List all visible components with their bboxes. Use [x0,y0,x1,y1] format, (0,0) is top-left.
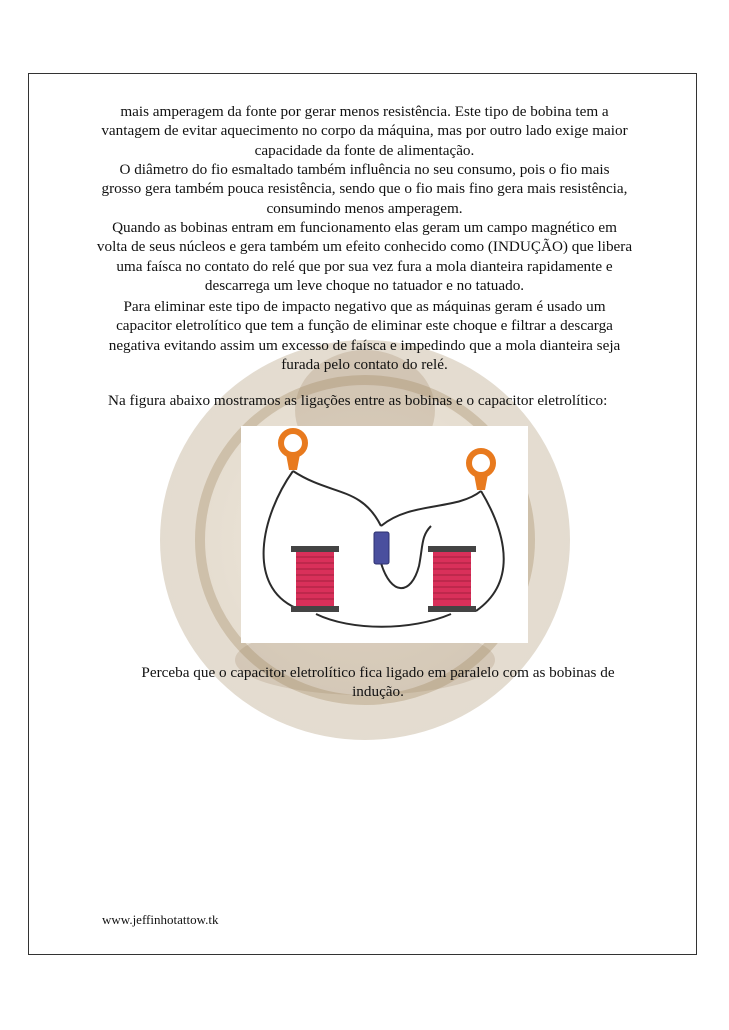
figure-caption-line-1: Perceba que o capacitor eletrolítico fica ligado em paralelo com as bobinas de [141,664,615,681]
paragraph-3-line-1: Quando as bobinas entram em funcionamento elas geram um campo magnético em [112,219,617,236]
paragraph-4-line-2: capacitor eletrolítico que tem a função de eliminar este choque e filtrar a descarga [116,317,613,335]
figure-caption [108,663,648,701]
paragraph-1 [62,102,667,160]
paragraph-3-line-2: volta de seus núcleos e gera também um efeito conhecido como (INDUÇÃO) que libera [96,238,633,256]
paragraph-1-line-1: mais amperagem da fonte por gerar menos resistência. Este tipo de bobina tem a [120,103,609,120]
paragraph-4-line-1: Para eliminar este tipo de impacto negativo que as máquinas geram é usado um [123,298,606,315]
paragraph-1-line-3: capacidade da fonte de alimentação. [254,141,475,159]
capacitor [374,532,389,564]
figure-caption-line-2: indução. [352,683,404,700]
paragraph-2-line-1: O diâmetro do fio esmaltado também influência no seu consumo, pois o fio mais [119,161,610,178]
paragraph-2-line-3: consumindo menos amperagem. [266,199,463,217]
paragraph-3-line-4: descarrega um leve choque no tatuador e no tatuado. [204,276,525,294]
footer-website: www.jeffinhotattow.tk [102,912,219,927]
paragraph-2-line-2: grosso gera também pouca resistência, sendo que o fio mais fino gera mais resistência, [101,180,628,198]
right-coil [428,546,476,612]
paragraph-4 [62,297,667,374]
paragraph-1-line-2: vantagem de evitar aquecimento no corpo da máquina, mas por outro lado exige maior [101,122,628,140]
left-coil [291,546,339,612]
paragraph-4-line-4: furada pelo contato do relé. [281,355,448,373]
paragraph-3 [62,218,667,295]
coil-capacitor-diagram [241,426,528,643]
paragraph-2 [62,160,667,218]
paragraph-4-line-3: negativa evitando assim um excesso de faísca e impedindo que a mola dianteira seja [108,336,621,354]
figure-intro: Na figura abaixo mostramos as ligações entre as bobinas e o capacitor eletrolítico: [108,392,608,409]
paragraph-3-line-3: uma faísca no contato do relé que por sua vez fura a mola dianteira rapidamente e [116,257,613,275]
